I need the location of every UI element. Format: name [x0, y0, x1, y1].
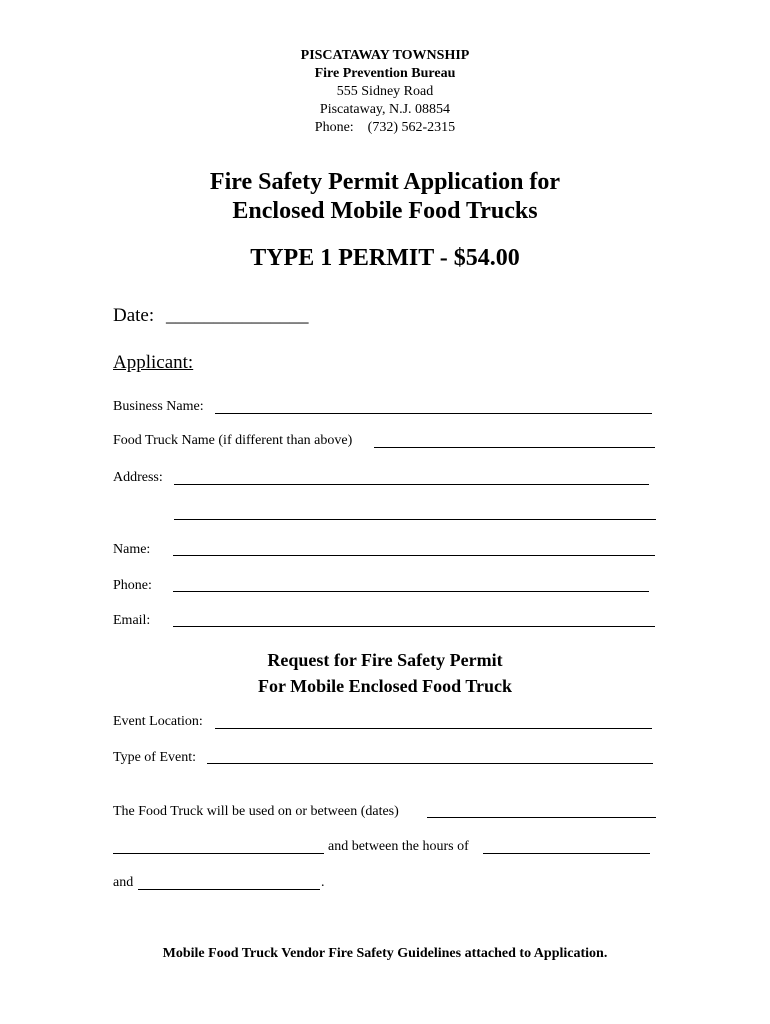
name-label: Name: — [113, 542, 151, 557]
hours-label: and between the hours of — [328, 839, 469, 854]
request-title-line1: Request for Fire Safety Permit — [267, 650, 503, 670]
business-name-label: Business Name: — [113, 399, 204, 414]
phone-label: Phone: — [113, 578, 152, 593]
street-address: 555 Sidney Road — [336, 84, 434, 99]
bureau-name: Fire Prevention Bureau — [314, 66, 456, 81]
dates-end-field[interactable] — [113, 853, 324, 854]
address-field-2[interactable] — [174, 519, 656, 520]
sentence-period: . — [321, 875, 325, 890]
org-name: PISCATAWAY TOWNSHIP — [300, 48, 470, 63]
event-type-field[interactable] — [207, 763, 653, 764]
dates-label: The Food Truck will be used on or between (dates) — [113, 804, 399, 819]
and-label: and — [113, 875, 134, 890]
hours-end-field[interactable] — [138, 889, 320, 890]
email-field[interactable] — [173, 626, 655, 627]
hours-start-field[interactable] — [483, 853, 650, 854]
form-title-line1: Fire Safety Permit Application for — [209, 169, 561, 195]
applicant-heading: Applicant: — [113, 352, 194, 373]
event-location-label: Event Location: — [113, 714, 203, 729]
guidelines-note: Mobile Food Truck Vendor Fire Safety Guidelines attached to Application. — [162, 946, 608, 961]
city-address: Piscataway, N.J. 08854 — [319, 102, 451, 117]
event-location-field[interactable] — [215, 728, 652, 729]
permit-type: TYPE 1 PERMIT - $54.00 — [250, 245, 520, 271]
email-label: Email: — [113, 613, 151, 628]
truck-name-label: Food Truck Name (if different than above) — [113, 433, 353, 448]
phone-number: Phone: (732) 562-2315 — [314, 120, 456, 135]
phone-field[interactable] — [173, 591, 649, 592]
truck-name-field[interactable] — [374, 447, 655, 448]
form-title-line2: Enclosed Mobile Food Trucks — [232, 198, 538, 224]
request-title-line2: For Mobile Enclosed Food Truck — [257, 676, 512, 696]
address-field-1[interactable] — [174, 484, 649, 485]
dates-field[interactable] — [427, 817, 656, 818]
address-label: Address: — [113, 470, 163, 485]
event-type-label: Type of Event: — [113, 750, 196, 765]
name-field[interactable] — [173, 555, 655, 556]
business-name-field[interactable] — [215, 413, 652, 414]
date-field[interactable]: _______________ — [166, 305, 309, 326]
date-label: Date: — [113, 305, 155, 326]
